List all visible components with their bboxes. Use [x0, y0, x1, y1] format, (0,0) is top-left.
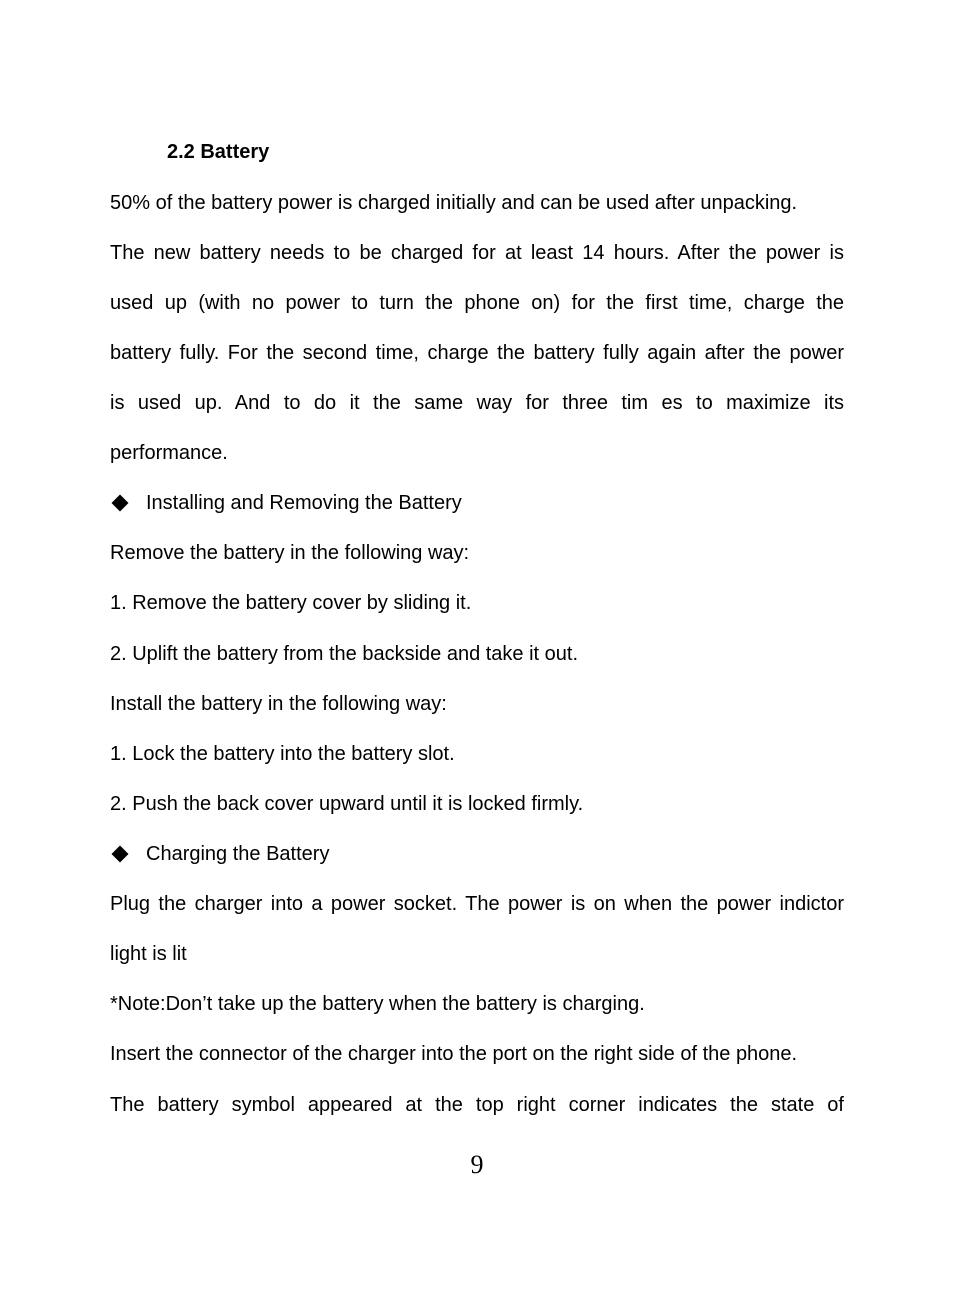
charging-line: Plug the charger into a power socket. The power is on when the power indictor — [110, 893, 844, 915]
section-heading: 2.2 Battery — [167, 141, 270, 163]
remove-step: 2. Uplift the battery from the backside and take it out. — [110, 643, 579, 665]
install-step: 1. Lock the battery into the battery slot. — [110, 743, 455, 765]
page-number: 9 — [470, 1150, 484, 1179]
intro-line: performance. — [110, 442, 228, 464]
intro-line: 50% of the battery power is charged initially and can be used after unpacking. — [110, 192, 798, 214]
intro-line: used up (with no power to turn the phone on) for the first time, charge the — [110, 292, 844, 314]
charging-note: *Note:Don’t take up the battery when the battery is charging. — [110, 993, 645, 1015]
diamond-bullet-icon — [112, 846, 129, 863]
intro-line: The new battery needs to be charged for at least 14 hours. After the power is — [110, 242, 844, 264]
intro-line: battery fully. For the second time, charge the battery fully again after the power — [110, 342, 844, 364]
bullet-installing-removing — [110, 490, 844, 516]
charging-line: Insert the connector of the charger into the port on the right side of the phone. — [110, 1043, 798, 1065]
install-step: 2. Push the back cover upward until it is locked firmly. — [110, 793, 584, 815]
install-intro: Install the battery in the following way: — [110, 693, 447, 715]
bullet-title: Charging the Battery — [146, 843, 330, 865]
bullet-title: Installing and Removing the Battery — [146, 492, 462, 514]
diamond-bullet-icon — [112, 495, 129, 512]
remove-intro: Remove the battery in the following way: — [110, 542, 470, 564]
charging-line: The battery symbol appeared at the top right corner indicates the state of — [110, 1094, 844, 1116]
bullet-charging — [110, 841, 844, 867]
intro-line: is used up. And to do it the same way for three tim es to maximize its — [110, 392, 844, 414]
remove-step: 1. Remove the battery cover by sliding it. — [110, 592, 472, 614]
charging-line: light is lit — [110, 943, 187, 965]
